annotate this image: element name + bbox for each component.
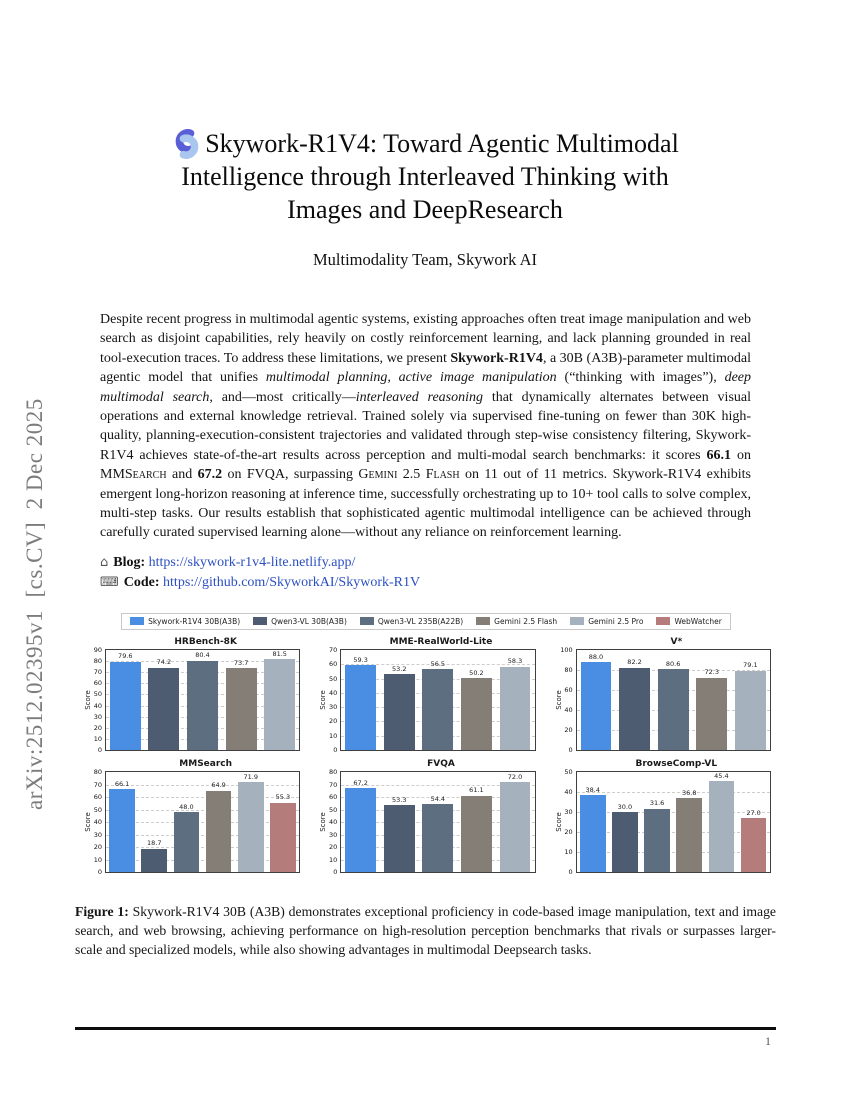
y-tick-label: 20	[564, 726, 573, 734]
code-link-row	[100, 573, 420, 593]
legend-item	[656, 617, 721, 626]
y-tick-label: 40	[93, 701, 102, 710]
y-tick-label: 70	[93, 780, 102, 789]
chart-plot	[93, 768, 300, 876]
bar-value-label: 58.3	[507, 657, 523, 666]
bar	[500, 782, 531, 872]
chart-ylabel: Score	[554, 812, 563, 832]
abstract-run: on FVQA, surpassing	[222, 467, 359, 483]
bar	[709, 781, 735, 872]
bar-value-label: 48.0	[179, 802, 194, 811]
gridline	[106, 785, 299, 786]
caption-label: Figure 1:	[75, 904, 129, 919]
chart-title: MMSearch	[179, 759, 233, 769]
bar	[422, 804, 453, 872]
bar	[270, 803, 296, 872]
y-tick-label: 60	[329, 660, 338, 669]
bar-chart-browsecomp-vl	[546, 759, 777, 876]
bar-value-label: 79.6	[118, 652, 133, 661]
bar-value-label: 80.4	[195, 651, 210, 660]
bar	[461, 678, 492, 750]
bar	[500, 667, 531, 750]
figure-legend-wrap	[75, 612, 777, 630]
caption-text: Skywork-R1V4 30B (A3B) demonstrates exceptional proficiency in code-based image manipulation, text and image search, and web browsing, achieving performance on high-resolution perception benchmarks that rivals or surpasses larger-scale and specialized models, while also showing advantages in multimodal Deepsearch tasks.	[75, 904, 776, 957]
y-tick-label: 0	[97, 868, 102, 876]
y-tick-label: 50	[564, 768, 573, 776]
legend-item	[253, 617, 347, 626]
keyboard-icon: ⌨	[100, 575, 119, 590]
legend-item	[570, 617, 643, 626]
bar	[345, 788, 376, 872]
chart-ylabel: Score	[83, 690, 92, 710]
y-tick-label: 20	[329, 843, 338, 851]
bar	[658, 669, 689, 750]
y-tick-label: 90	[93, 646, 102, 654]
chart-ylabel: Score	[319, 812, 328, 832]
y-tick-label: 50	[93, 805, 102, 814]
bar-value-label: 27.0	[746, 808, 761, 817]
bar-value-label: 53.3	[391, 795, 407, 804]
abstract-run: 66.1	[706, 447, 732, 463]
bar-value-label: 67.2	[353, 778, 368, 787]
bar-value-label: 72.0	[507, 772, 523, 781]
y-tick-label: 0	[333, 746, 338, 754]
legend-label: Gemini 2.5 Pro	[588, 616, 644, 626]
blog-label: Blog:	[113, 555, 146, 570]
bar-value-label: 56.5	[430, 659, 446, 668]
bar-value-label: 36.8	[681, 788, 697, 797]
legend-swatch	[253, 617, 267, 625]
y-tick-label: 40	[329, 818, 338, 826]
y-tick-label: 70	[93, 668, 102, 677]
code-link[interactable]: https://github.com/SkyworkAI/Skywork-R1V	[163, 575, 421, 590]
chart-ylabel: Score	[319, 690, 328, 710]
resource-links	[100, 553, 420, 593]
abstract-run: interleaved reasoning	[355, 389, 484, 405]
blog-link-row	[100, 553, 420, 573]
abstract-run: Despite recent progress in multimodal agentic systems, existing approaches often treat image manipulation and web search as disjoint capabilities, rely heavily on costly reinforcement learning, and lack planning grounded in real tool-execution traces. To address these limitations, we present	[100, 312, 751, 366]
y-tick-label: 80	[329, 768, 338, 776]
legend-swatch	[360, 617, 374, 625]
bar-value-label: 72.3	[704, 668, 719, 677]
legend-label: Gemini 2.5 Flash	[494, 616, 558, 626]
bar-chart-v-	[546, 637, 777, 754]
abstract-run: MMSearch	[100, 467, 167, 483]
y-tick-label: 30	[93, 712, 102, 721]
footer-rule	[75, 1027, 776, 1030]
legend-item	[360, 617, 463, 626]
y-tick-label: 60	[564, 686, 573, 694]
y-tick-label: 0	[333, 868, 338, 876]
abstract-run: on 11 out of 11 metrics. Skywork-R1V4 exhibits emergent long-horizon reasoning at inference time, successfully orchestrating up to 10+ tool calls to solve complex, multi-step tasks. Our results establish that sophisticated agentic multimodal intelligence can be achieved through carefully curated supervised learning alone—without any reliance on reinforcement learning.	[100, 467, 751, 541]
y-tick-label: 30	[93, 830, 102, 839]
y-tick-label: 60	[329, 793, 338, 801]
bar	[345, 665, 376, 750]
bar	[644, 809, 670, 872]
paper-title	[0, 126, 850, 160]
y-tick-label: 20	[93, 723, 102, 732]
y-tick-label: 80	[93, 657, 102, 666]
y-tick-label: 40	[564, 788, 573, 796]
y-tick-label: 50	[329, 674, 338, 683]
page-number: 1	[765, 1034, 771, 1048]
charts-grid	[75, 637, 777, 876]
bar-value-label: 80.6	[665, 659, 681, 668]
bar-value-label: 71.9	[243, 772, 258, 781]
bar-value-label: 61.1	[469, 786, 484, 795]
chart-plot	[560, 646, 771, 754]
legend-swatch	[130, 617, 144, 625]
gridline	[577, 812, 770, 813]
chart-title: HRBench-8K	[174, 637, 237, 647]
abstract-run: deep multimodal search,	[100, 370, 751, 405]
y-tick-label: 10	[329, 855, 338, 864]
y-tick-label: 80	[93, 768, 102, 776]
chart-ylabel: Score	[554, 690, 563, 710]
bar	[461, 796, 492, 872]
bar-value-label: 30.0	[617, 802, 633, 811]
bar	[735, 671, 766, 750]
bar	[619, 668, 650, 750]
y-tick-label: 0	[97, 746, 102, 754]
bar	[581, 662, 612, 750]
chart-ylabel: Score	[83, 812, 92, 832]
skywork-logo-icon	[171, 128, 203, 160]
abstract-run: , a 30B (A3B)-parameter multimodal agentic model that unifies	[100, 350, 752, 386]
abstract-run: 67.2	[197, 467, 223, 483]
bar-value-label: 50.2	[469, 668, 484, 677]
bar-value-label: 81.5	[272, 649, 287, 658]
bar	[384, 805, 415, 872]
house-icon: ⌂	[100, 555, 109, 570]
bar	[676, 798, 702, 872]
bar	[206, 791, 232, 872]
bar-value-label: 53.2	[391, 664, 407, 673]
bar	[612, 812, 638, 872]
y-tick-label: 70	[329, 780, 338, 789]
chart-plot	[329, 646, 535, 754]
title-line-2: Intelligence through Interleaved Thinking with	[181, 162, 669, 191]
chart-plot	[329, 768, 535, 876]
y-tick-label: 50	[93, 690, 102, 699]
y-tick-label: 30	[564, 808, 573, 816]
legend-item	[476, 617, 557, 626]
y-tick-label: 10	[93, 734, 102, 743]
title-line-3: Images and DeepResearch	[287, 195, 563, 224]
abstract-run: and—most critically—	[212, 389, 356, 405]
bar-value-label: 88.0	[588, 652, 604, 661]
chart-title: BrowseComp-VL	[635, 759, 718, 769]
bar-value-label: 55.3	[275, 793, 291, 802]
abstract-run: Gemini 2.5 Flash	[358, 467, 460, 483]
y-tick-label: 20	[564, 828, 573, 836]
gridline	[106, 797, 299, 798]
y-tick-label: 10	[93, 855, 102, 864]
bar	[174, 812, 200, 872]
title-line-1: Skywork-R1V4: Toward Agentic Multimodal	[205, 128, 679, 158]
bar-chart-fvqa	[310, 759, 541, 876]
bar	[264, 659, 295, 750]
chart-plot	[564, 768, 771, 876]
y-tick-label: 100	[560, 646, 573, 654]
bar-value-label: 82.2	[627, 658, 642, 667]
bar-value-label: 64.9	[211, 781, 226, 790]
bar	[110, 662, 141, 750]
bar-value-label: 54.4	[430, 794, 446, 803]
abstract-run: (“thinking with images”),	[556, 370, 725, 386]
legend-label: Qwen3-VL 235B(A22B)	[377, 616, 464, 626]
bar	[109, 789, 135, 872]
code-label: Code:	[123, 575, 160, 590]
bar-value-label: 59.3	[353, 655, 368, 664]
paper-header	[0, 126, 850, 270]
figure-1	[75, 612, 777, 876]
chart-title: V*	[670, 637, 683, 647]
bar	[187, 661, 218, 750]
bar	[580, 795, 606, 872]
legend-swatch	[656, 617, 670, 625]
bar-value-label: 73.7	[233, 658, 249, 667]
bar	[422, 669, 453, 750]
bar	[696, 678, 727, 750]
abstract-run: that dynamically alternates between visual operations and external knowledge retrieval. Trained solely via supervised fine-tuning on fewer than 30K high-quality, planning-execution-consistent trajectories and validated through step-wise consistency filtering, Skywork-R1V4 achieves state-of-the-art results across perception and multi-modal search benchmarks: it scores	[100, 389, 751, 463]
legend-swatch	[570, 617, 584, 625]
abstract-run: multimodal planning, active image manipulation	[265, 370, 557, 386]
blog-link[interactable]: https://skywork-r1v4-lite.netlify.app/	[148, 555, 356, 570]
y-tick-label: 20	[93, 843, 102, 851]
bar	[238, 782, 264, 872]
bar-value-label: 66.1	[114, 779, 130, 788]
legend-item	[130, 617, 240, 626]
legend-label: WebWatcher	[674, 616, 722, 626]
bar	[741, 818, 767, 872]
abstract-run: Skywork-R1V4	[450, 350, 543, 366]
y-tick-label: 0	[568, 868, 573, 876]
y-tick-label: 80	[564, 666, 573, 674]
y-tick-label: 40	[93, 818, 102, 826]
figure-caption	[75, 903, 776, 959]
abstract-text	[100, 310, 751, 543]
y-tick-label: 50	[329, 805, 338, 814]
legend-label: Skywork-R1V4 30B(A3B)	[148, 616, 241, 626]
bar-value-label: 31.6	[649, 799, 665, 808]
y-tick-label: 60	[93, 793, 102, 801]
abstract-run: on	[731, 447, 751, 463]
bar-value-label: 79.1	[743, 661, 758, 670]
y-tick-label: 0	[568, 746, 573, 754]
y-tick-label: 30	[329, 703, 338, 712]
gridline	[577, 792, 770, 793]
bar-value-label: 18.7	[147, 839, 162, 848]
bar	[141, 849, 167, 872]
y-tick-label: 70	[329, 646, 338, 654]
y-tick-label: 30	[329, 830, 338, 839]
bar-value-label: 38.4	[585, 785, 600, 794]
bar	[148, 668, 179, 750]
y-tick-label: 10	[329, 731, 338, 740]
bar-chart-mme-realworld-lite	[310, 637, 541, 754]
y-tick-label: 20	[329, 717, 338, 726]
bar-value-label: 45.4	[714, 771, 729, 780]
authors-line: Multimodality Team, Skywork AI	[312, 250, 538, 269]
legend-swatch	[476, 617, 490, 625]
y-tick-label: 40	[329, 688, 338, 697]
chart-title: MME-RealWorld-Lite	[389, 637, 493, 647]
bar-value-label: 74.2	[156, 658, 172, 667]
bar	[226, 668, 257, 750]
bar-chart-hrbench-8k	[75, 637, 306, 754]
y-tick-label: 60	[93, 679, 102, 688]
figure-legend	[121, 613, 731, 630]
chart-title: FVQA	[427, 759, 455, 769]
chart-plot	[93, 646, 300, 754]
arxiv-watermark: arXiv:2512.02395v1 [cs.CV] 2 Dec 2025	[22, 398, 47, 810]
bar	[384, 674, 415, 750]
abstract-run: and	[166, 467, 198, 483]
legend-label: Qwen3-VL 30B(A3B)	[271, 616, 347, 626]
y-tick-label: 10	[564, 848, 573, 856]
y-tick-label: 40	[564, 706, 573, 714]
bar-chart-mmsearch	[75, 759, 306, 876]
